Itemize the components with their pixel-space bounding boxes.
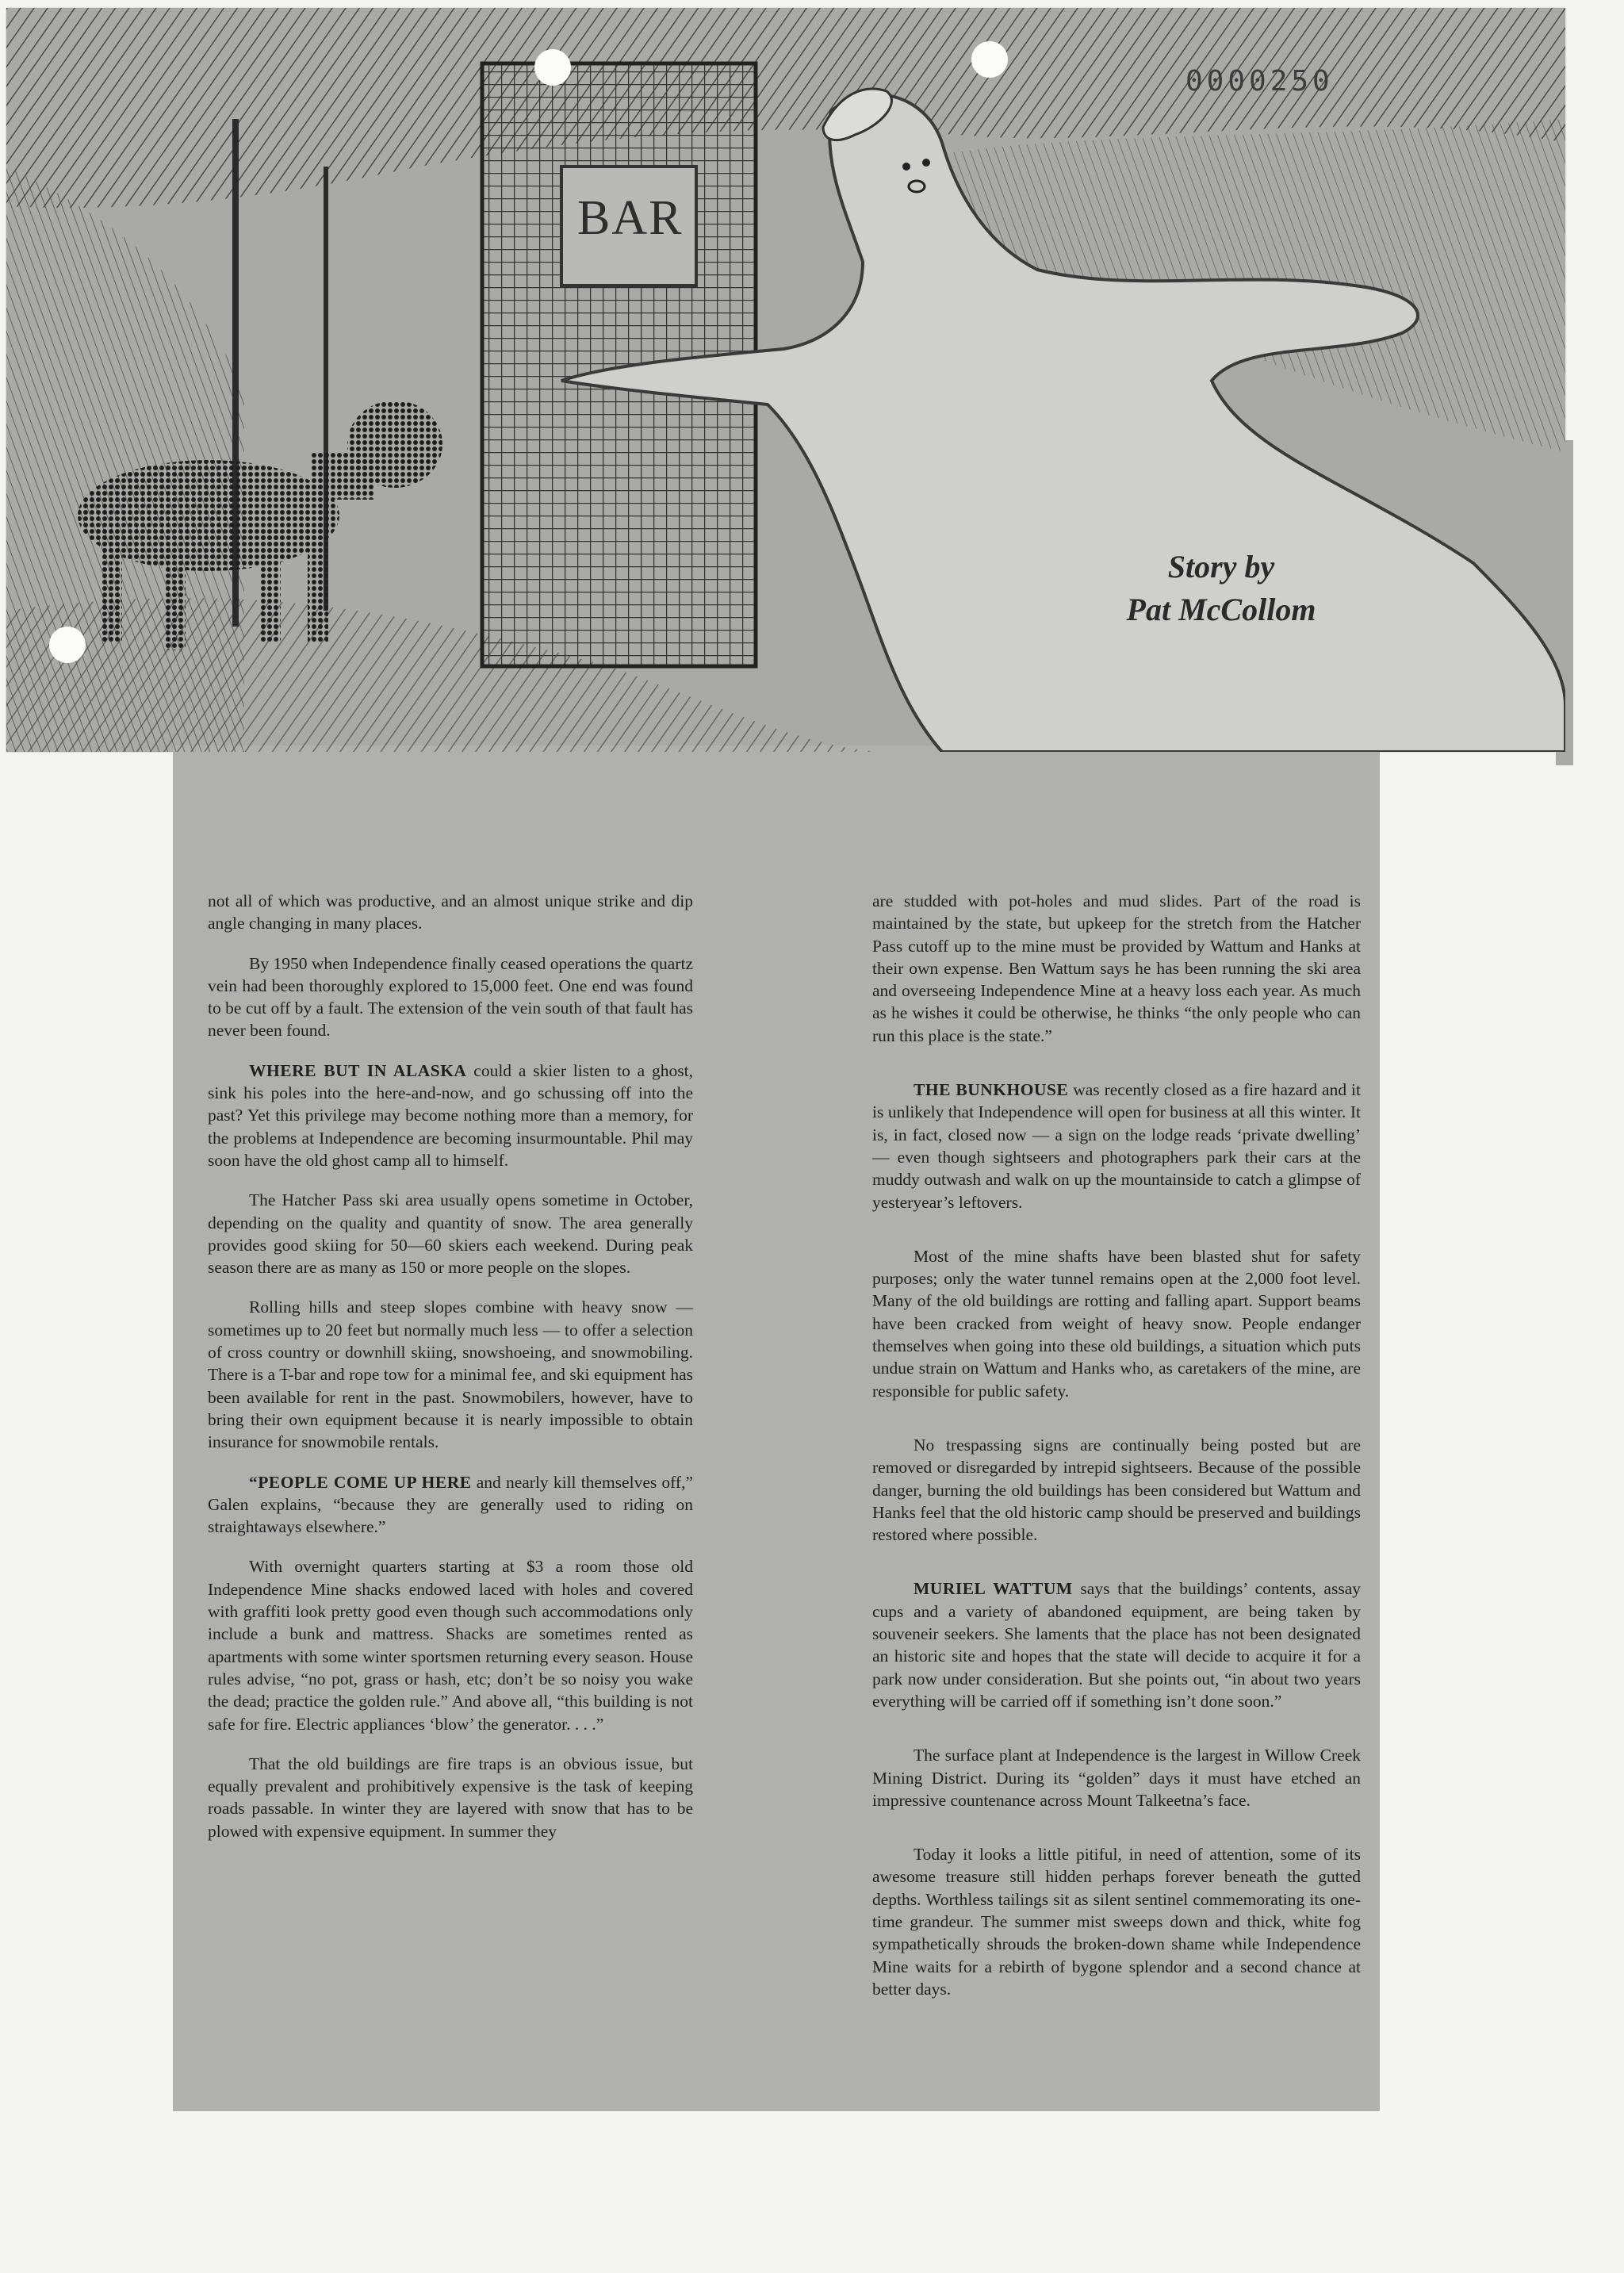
- paragraph: “PEOPLE COME UP HERE and nearly kill themselves off,” Galen explains, “because they are generally used to riding on straightaways elsewhere.”: [208, 1472, 693, 1537]
- paragraph: The surface plant at Independence is the largest in Willow Creek Mining District. During its “golden” days it must have etched an impressive countenance across Mount Talkeetna’s face.: [872, 1746, 1361, 1810]
- paragraph: No trespassing signs are continually being posted but are removed or disregarded by intrepid sightseers. Because of the possible danger, burning the old buildings has been considered but Wattum and Hanks feel that the old historic camp should be preserved and buildings restored where possible.: [872, 1435, 1361, 1545]
- paragraph: WHERE BUT IN ALASKA could a skier listen to a ghost, sink his poles into the here-and-now, and go schussing off into the past? Yet this privilege may become nothing more than a memory, for the problems at Independence are becoming insurmountable. Phil may soon have the old ghost camp all to himself.: [208, 1060, 693, 1170]
- paragraph: Today it looks a little pitiful, in need of attention, some of its awesome treasure still hidden perhaps forever beneath the gutted depths. Worthless tailings sit as silent sentinel commemorating its one-time grandeur. The summer mist sweeps down and thick, white fog sympathetically shrouds the broken-down shame while Independence Mine waits for a rebirth of bygone splendor and a second chance at better days.: [872, 1845, 1361, 1999]
- paragraph: THE BUNKHOUSE was recently closed as a fire hazard and it is unlikely that Independence will open for business at all this winter. It is, in fact, closed now — a sign on the lodge reads ‘private dwelling’ — even though sightseers and photographers park their cars at the muddy outwash and walk on up the mountainside to catch a glimpse of yesteryear’s leftovers.: [872, 1080, 1361, 1212]
- bar-sign-text: BAR: [577, 191, 684, 245]
- paragraph: Rolling hills and steep slopes combine with heavy snow — sometimes up to 20 feet but normally much less — to offer a selection of cross country or downhill skiing, snowshoeing, and snowmobiling. There is a T-bar and rope tow for a minimal fee, and ski equipment has been available for rent in the past. Snowmobilers, however, have to bring their own equipment because it is nearly impossible to obtain insurance for snowmobile rentals.: [208, 1297, 693, 1452]
- article-column-right: [872, 890, 1361, 2018]
- subhead-lead: MURIEL WATTUM: [914, 1579, 1073, 1599]
- article-column-left: [208, 890, 693, 1860]
- byline-line-1: Story by: [1167, 549, 1275, 585]
- byline-author: Pat McCollom: [1126, 592, 1316, 627]
- punch-hole-1: [534, 49, 571, 86]
- punch-hole-2: [971, 41, 1008, 78]
- subhead-lead: WHERE BUT IN ALASKA: [249, 1060, 467, 1080]
- paragraph: With overnight quarters starting at $3 a room those old Independence Mine shacks endowed laced with holes and covered with graffiti look pretty good even though such accommodations only include a bunk and mattress. Shacks are sometimes rented as apartments with some winter sportsmen returning every season. House rules advise, “no pot, grass or hash, etc; don’t be so noisy you wake the dead; practice the golden rule.” And above all, “this building is not safe for fire. Electric appliances ‘blow’ the generator. . . .”: [208, 1557, 693, 1734]
- paragraph: By 1950 when Independence finally ceased operations the quartz vein had been thoroughly explored to 15,000 feet. One end was found to be cut off by a fault. The extension of the vein south of that fault has never been found.: [208, 953, 693, 1041]
- paragraph: That the old buildings are fire traps is an obvious issue, but equally prevalent and prohibitively expensive is the task of keeping roads passable. In winter they are layered with snow that has to be plowed with expensive equipment. In summer they: [208, 1754, 693, 1841]
- paragraph: MURIEL WATTUM says that the buildings’ contents, assay cups and a variety of abandoned equipment, are being taken by souveneir seekers. She laments that the place has not been designated an historic site and hopes that the state will decide to acquire it for a park now under consideration. But she points out, “in about two years everything will be carried off if something isn’t done soon.”: [872, 1579, 1361, 1711]
- byline: [1078, 546, 1364, 631]
- archive-number: 0000250: [1185, 65, 1334, 98]
- subhead-lead: THE BUNKHOUSE: [914, 1080, 1069, 1100]
- paragraph: Most of the mine shafts have been blasted shut for safety purposes; only the water tunnel remains open at the 2,000 foot level. Many of the old buildings are rotting and falling apart. Support beams have been cracked from weight of heavy snow. People endanger themselves when going into these old buildings, a situation which puts undue strain on Wattum and Hanks who, as caretakers of the mine, are responsible for public safety.: [872, 1246, 1361, 1401]
- ghost-bar-illustration: [6, 8, 1565, 752]
- subhead-lead: “PEOPLE COME UP HERE: [249, 1472, 472, 1492]
- punch-hole-3: [49, 627, 86, 663]
- paragraph: not all of which was productive, and an almost unique strike and dip angle changing in many places.: [208, 891, 693, 933]
- paragraph: are studded with pot-holes and mud slides. Part of the road is maintained by the state, but upkeep for the stretch from the Hatcher Pass cutoff up to the mine must be provided by Wattum and Hanks at their own expense. Ben Wattum says he has been running the ski area and overseeing Independence Mine at a heavy loss each year. As much as he wishes it could be otherwise, he thinks “the only people who can run this place is the state.”: [872, 891, 1361, 1045]
- paragraph: The Hatcher Pass ski area usually opens sometime in October, depending on the quality and quantity of snow. The area generally provides good skiing for 50—60 skiers each weekend. During peak season there are as many as 150 or more people on the slopes.: [208, 1190, 693, 1278]
